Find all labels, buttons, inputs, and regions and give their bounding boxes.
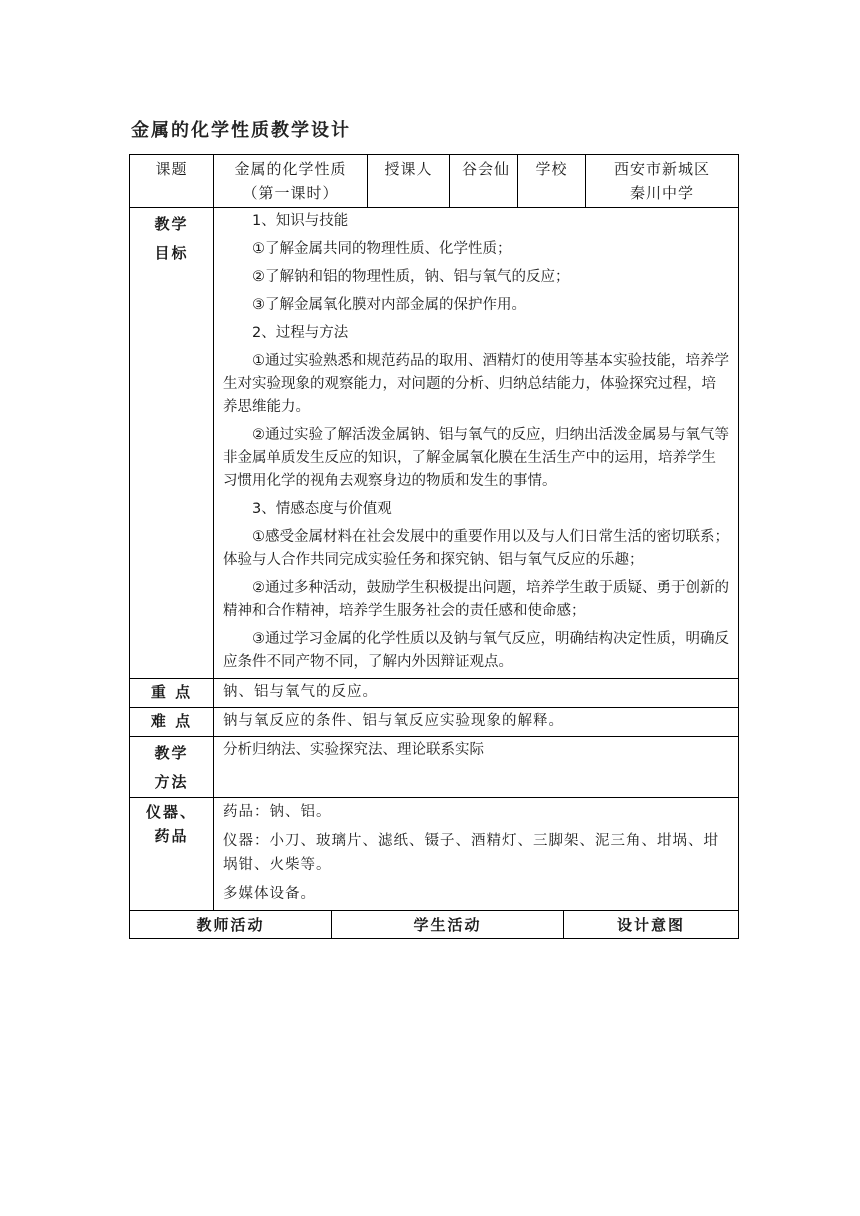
school-value-line2: 秦川中学 <box>630 184 695 202</box>
document-title: 金属的化学性质教学设计 <box>131 120 351 141</box>
school-label: 学校 <box>535 160 568 178</box>
teacher-activity-label: 教师活动 <box>196 916 265 934</box>
method-label-line2: 方法 <box>154 773 189 791</box>
equipment-label-line2: 药品 <box>154 827 189 845</box>
teacher-label: 授课人 <box>384 160 433 178</box>
key-point-row <box>130 679 739 708</box>
difficulty-value: 钠与氧反应的条件、铝与氧反应实验现象的解释。 <box>223 713 564 729</box>
key-point-content <box>214 679 739 708</box>
subject-value-line2: （第一课时） <box>242 184 339 202</box>
objectives-row <box>130 208 739 679</box>
equipment-label-line1: 仪器、 <box>145 803 197 821</box>
lesson-plan-table <box>129 154 739 939</box>
objectives-label-line1: 教学 <box>154 215 189 233</box>
equipment-line: 仪器：小刀、玻璃片、滤纸、镊子、酒精灯、三脚架、泥三角、坩埚、坩埚钳、火柴等。 <box>223 833 719 873</box>
difficulty-label-cell <box>130 708 214 737</box>
teacher-value: 谷会仙 <box>462 160 511 178</box>
objective-paragraph: ②通过多种活动，鼓励学生积极提出问题，培养学生敢于质疑、勇于创新的精神和合作精神，培养学生服务社会的责任感和使命感； <box>223 580 729 619</box>
subject-value-cell <box>214 155 368 208</box>
school-value-line1: 西安市新城区 <box>614 160 711 178</box>
objective-paragraph: ②了解钠和铝的物理性质，钠、铝与氧气的反应； <box>252 269 570 285</box>
student-activity-cell <box>332 911 564 939</box>
design-intent-cell <box>564 911 739 939</box>
objective-paragraph: ①通过实验熟悉和规范药品的取用、酒精灯的使用等基本实验技能，培养学生对实验现象的观察能力，对问题的分析、归纳总结能力，体验探究过程，培养思维能力。 <box>223 353 729 415</box>
objective-paragraph: ③通过学习金属的化学性质以及钠与氧气反应，明确结构决定性质，明确反应条件不同产物不同，了解内外因辩证观点。 <box>223 631 729 670</box>
design-intent-label: 设计意图 <box>617 916 686 934</box>
objective-paragraph: ①了解金属共同的物理性质、化学性质； <box>252 241 512 257</box>
equipment-content <box>214 798 739 911</box>
activity-header-row <box>130 911 739 939</box>
school-label-cell <box>518 155 586 208</box>
method-content <box>214 737 739 798</box>
objectives-label-line2: 目标 <box>154 244 189 262</box>
key-point-label: 重 点 <box>150 683 193 701</box>
objectives-content <box>214 208 739 679</box>
objective-paragraph: 2、过程与方法 <box>252 325 349 341</box>
equipment-line: 药品：钠、铝。 <box>223 804 332 820</box>
equipment-row <box>130 798 739 911</box>
difficulty-row <box>130 708 739 737</box>
teacher-label-cell <box>368 155 450 208</box>
equipment-line: 多媒体设备。 <box>223 886 316 902</box>
header-row <box>130 155 739 208</box>
objective-paragraph: ③了解金属氧化膜对内部金属的保护作用。 <box>252 297 526 313</box>
objective-paragraph: 1、知识与技能 <box>252 213 349 229</box>
key-point-value: 钠、铝与氧气的反应。 <box>223 684 378 700</box>
subject-label-cell <box>130 155 214 208</box>
school-value-cell <box>586 155 739 208</box>
method-label-cell <box>130 737 214 798</box>
method-label-line1: 教学 <box>154 744 189 762</box>
equipment-label-cell <box>130 798 214 911</box>
method-row <box>130 737 739 798</box>
objective-paragraph: 3、情感态度与价值观 <box>252 501 392 517</box>
method-value: 分析归纳法、实验探究法、理论联系实际 <box>223 742 484 758</box>
teacher-activity-cell <box>130 911 332 939</box>
subject-label: 课题 <box>155 160 188 178</box>
difficulty-label: 难 点 <box>150 712 193 730</box>
key-point-label-cell <box>130 679 214 708</box>
student-activity-label: 学生活动 <box>413 916 482 934</box>
subject-value-line1: 金属的化学性质 <box>234 160 347 178</box>
objectives-label-cell <box>130 208 214 679</box>
difficulty-content <box>214 708 739 737</box>
teacher-value-cell <box>450 155 518 208</box>
objective-paragraph: ①感受金属材料在社会发展中的重要作用以及与人们日常生活的密切联系；体验与人合作共同完成实验任务和探究钠、铝与氧气反应的乐趣； <box>223 529 729 568</box>
objective-paragraph: ②通过实验了解活泼金属钠、铝与氧气的反应，归纳出活泼金属易与氧气等非金属单质发生反应的知识，了解金属氧化膜在生活生产中的运用，培养学生习惯用化学的视角去观察身边的物质和发生的事情。 <box>223 427 729 489</box>
